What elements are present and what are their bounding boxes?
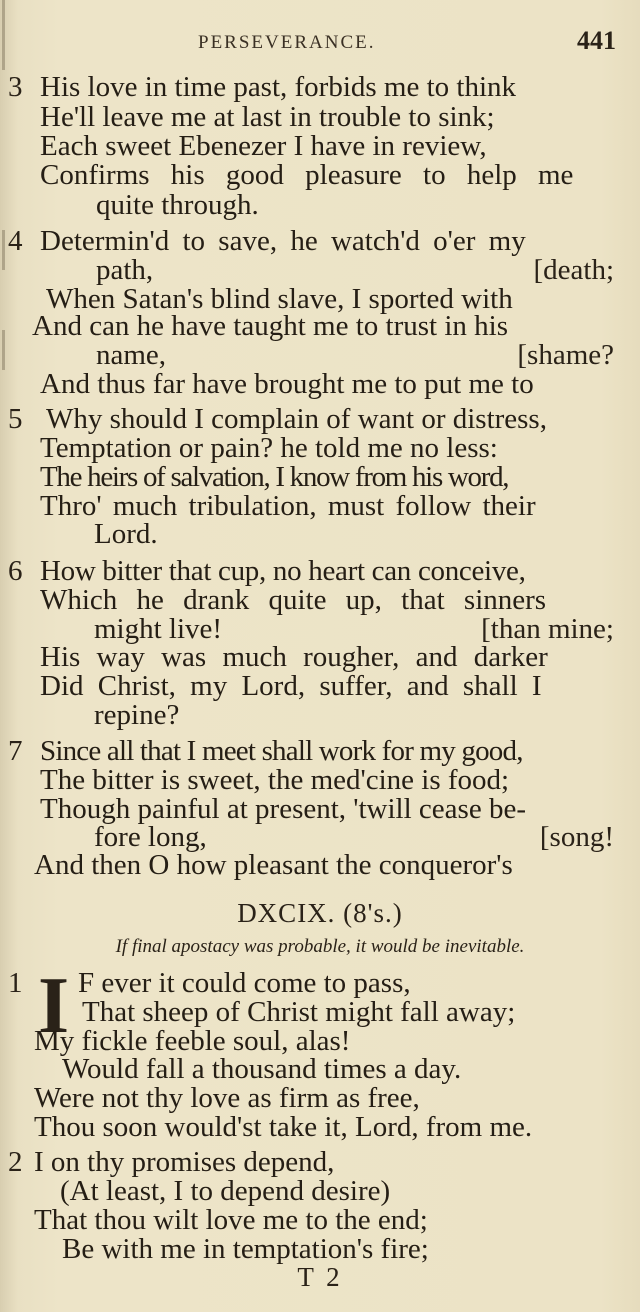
verse-line: My fickle feeble soul, alas! [34,1025,351,1057]
verse-line: Did Christ, my Lord, suffer, and shall I [40,670,542,702]
verse-line: Were not thy love as firm as free, [34,1082,420,1114]
hymn-subtitle: If final apostacy was probable, it would be inevitable. [115,936,525,957]
verse-line: His way was much rougher, and darker [40,641,548,673]
verse-line: His love in time past, forbids me to think [40,71,517,103]
verse-line: Why should I complain of want or distress, [46,403,547,435]
verse-number: 7 [8,735,23,767]
verse-line: (At least, I to depend desire) [60,1175,391,1207]
verse-line: F ever it could come to pass, [78,967,411,999]
verse-line: I on thy promises depend, [34,1146,335,1178]
verse-line: Thro' much tribulation, must follow their [40,490,536,522]
page-number: 441 [577,26,616,55]
verse-number: 3 [8,71,23,103]
verse-number: 1 [8,967,23,999]
verse-line: path, [96,254,154,286]
verse-line: Since all that I meet shall work for my good, [40,735,523,767]
verse-line: That sheep of Christ might fall away; [82,996,516,1028]
verse-line: fore long, [94,821,207,853]
verse-line: Be with me in temptation's fire; [62,1233,429,1265]
verse-line: repine? [94,699,180,731]
verse-line: He'll leave me at last in trouble to sink; [40,101,495,133]
verse-line: And then O how pleasant the conqueror's [34,849,513,881]
gutter-shadow [2,330,5,370]
verse-line: That thou wilt love me to the end; [34,1204,428,1236]
hymn-title: DXCIX. (8's.) [237,898,403,928]
page-header [0,26,640,60]
turnover-line: [death; [533,254,614,286]
verse-line: Lord. [94,518,158,550]
drop-cap: I [38,962,70,1050]
gutter-shadow [2,230,5,270]
verse-line: might live! [94,613,223,645]
turnover-line: [shame? [517,339,614,371]
verse-line: Confirms his good pleasure to help me [40,159,574,191]
verse-line: When Satan's blind slave, I sported with [46,283,513,315]
verse-line: The heirs of salvation, I know from his word, [40,461,509,493]
verse-line: How bitter that cup, no heart can conceive, [40,555,526,587]
turnover-line: [than mine; [481,613,614,645]
verse-line: Thou soon would'st take it, Lord, from me. [34,1111,533,1143]
verse-line: Would fall a thousand times a day. [62,1053,462,1085]
verse-line: Which he drank quite up, that sinners [40,584,547,616]
verse-line: Though painful at present, 'twill cease be- [40,793,526,825]
verse-line: The bitter is sweet, the med'cine is food; [40,764,510,796]
verse-line: Temptation or pain? he told me no less: [40,432,498,464]
verse-number: 4 [8,225,23,257]
verse-line: name, [96,339,167,371]
verse-number: 6 [8,555,23,587]
verse-line: And thus far have brought me to put me to [40,368,534,400]
verse-number: 2 [8,1146,23,1178]
verse-line: Determin'd to save, he watch'd o'er my [40,225,526,257]
verse-number: 5 [8,403,23,435]
verse-line: Each sweet Ebenezer I have in review, [40,130,487,162]
verse-line: quite through. [96,189,259,221]
verse-line: And can he have taught me to trust in his [32,310,508,342]
running-head: PERSEVERANCE. [198,32,376,53]
signature-mark: T 2 [297,1262,343,1292]
turnover-line: [song! [539,821,614,853]
